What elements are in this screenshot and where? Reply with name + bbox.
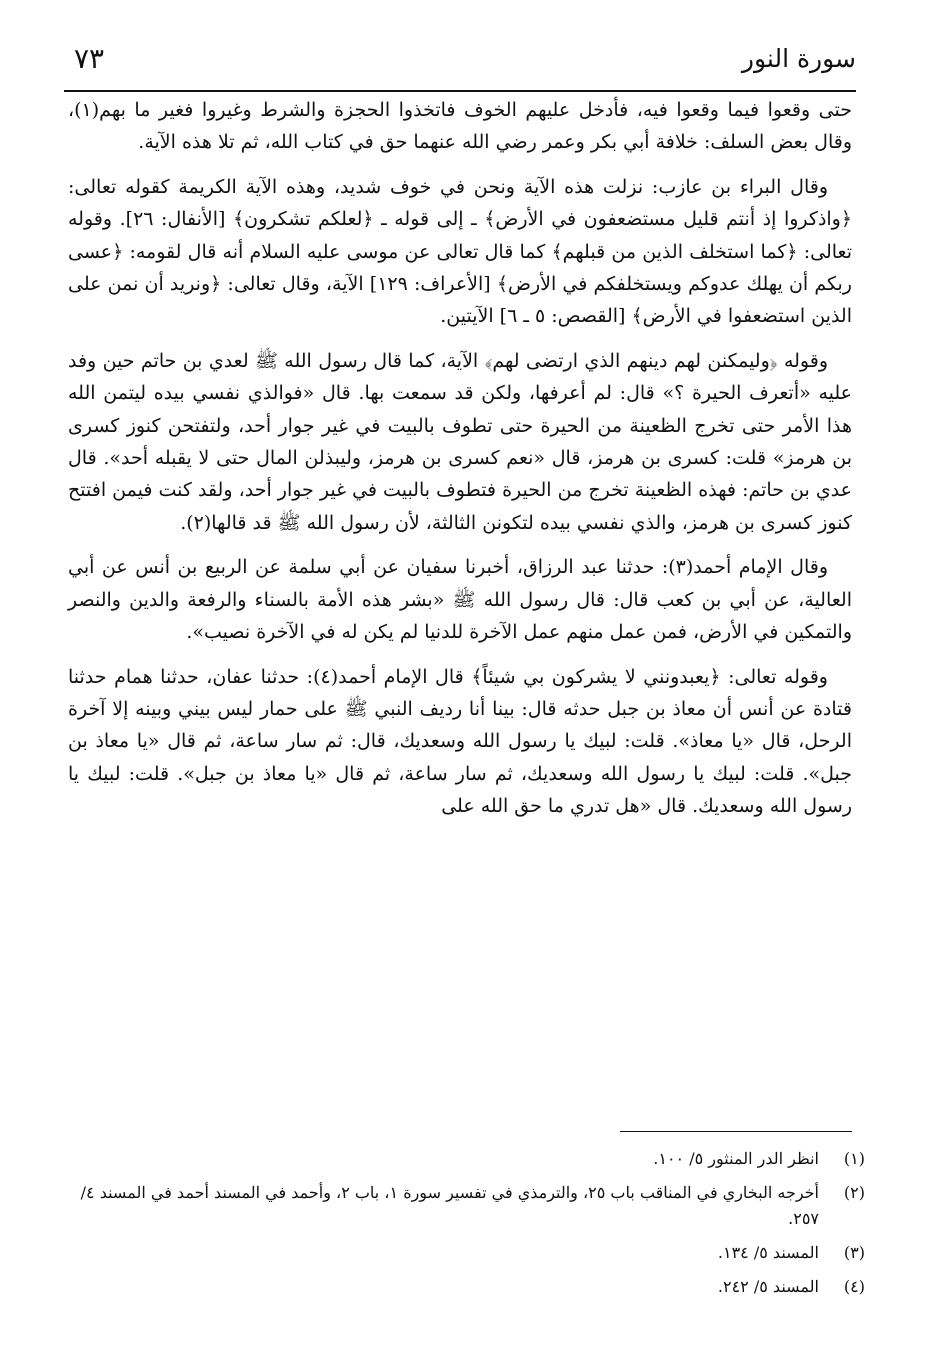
footnotes	[80, 1146, 865, 1308]
footnote	[80, 1180, 865, 1232]
paragraph: حتى وقعوا فيما وقعوا فيه، فأدخل عليهم الخوف فاتخذوا الحجزة والشرط وغيروا فغير ما بهم(١)، وقال بعض السلف: خلافة أبي بكر وعمر رضي الله عنهما حق في كتاب الله، ثم تلا هذه الآية.	[68, 99, 852, 154]
footnote-text: المسند ٥/ ٢٤٢.	[717, 1277, 819, 1296]
paragraph: وقال الإمام أحمد(٣): حدثنا عبد الرزاق، أخبرنا سفيان عن أبي سلمة عن الربيع بن أنس عن أبي العالية، عن أبي بن كعب قال: قال رسول الله ﷺ «بشر هذه الأمة بالسناء والرفعة والدين والنصر والتمكين في الأرض، فمن عمل منهم عمل الآخرة للدنيا لم يكن له في الآخرة نصيب».	[68, 556, 852, 644]
footnote-number: (٤)	[843, 1277, 865, 1296]
footnote-text: انظر الدر المنثور ٥/ ١٠٠.	[653, 1149, 819, 1168]
footnote-divider	[620, 1131, 852, 1132]
footnote-number: (١)	[843, 1149, 865, 1168]
paragraph: وقوله ﴿وليمكنن لهم دينهم الذي ارتضى لهم﴾ الآية، كما قال رسول الله ﷺ لعدي بن حاتم حين وفد عليه «أتعرف الحيرة ؟» قال: لم أعرفها، ولكن قد سمعت بها. قال «فوالذي نفسي بيده ليتمن الله هذا الأمر حتى تخرج الظعينة من الحيرة حتى تطوف بالبيت في غير جوار أحد، ولتفتحن كنوز كسرى بن هرمز» قلت: كسرى بن هرمز، قال «نعم كسرى بن هرمز، وليبذلن المال حتى لا يقبله أحد». قال عدي بن حاتم: فهذه الظعينة تخرج من الحيرة فتطوف بالبيت في غير جوار أحد، ولقد كنت فيمن افتتح كنوز كسرى بن هرمز، والذي نفسي بيده لتكونن الثالثة، لأن رسول الله ﷺ قد قالها(٢).	[68, 349, 852, 534]
main-text	[68, 94, 852, 835]
footnote-text: المسند ٥/ ١٣٤.	[717, 1243, 819, 1262]
page-header	[64, 40, 856, 92]
footnote-number: (٢)	[843, 1183, 865, 1202]
footnote-number: (٣)	[843, 1243, 865, 1262]
footnote-text: أخرجه البخاري في المناقب باب ٢٥، والترمذي في تفسير سورة ١، باب ٢، وأحمد في المسند أحمد في المسند ٤/ ٢٥٧.	[80, 1183, 819, 1228]
paragraph: وقوله تعالى: ﴿يعبدونني لا يشركون بي شيئاً﴾ قال الإمام أحمد(٤): حدثنا عفان، حدثنا همام حدثنا قتادة عن أنس أن معاذ بن جبل حدثه قال: بينا أنا رديف النبي ﷺ على حمار ليس بيني وبينه إلا آخرة الرحل، قال «يا معاذ». قلت: لبيك يا رسول الله وسعديك، قال: ثم سار ساعة، ثم قال «يا معاذ بن جبل». قلت: لبيك يا رسول الله وسعديك، ثم سار ساعة، ثم قال «يا معاذ بن جبل». قلت: لبيك يا رسول الله وسعديك. قال «هل تدري ما حق الله على	[68, 665, 852, 818]
footnote	[80, 1274, 865, 1300]
footnote	[80, 1146, 865, 1172]
paragraph: وقال البراء بن عازب: نزلت هذه الآية ونحن في خوف شديد، وهذه الآية الكريمة كقوله تعالى: ﴿واذكروا إذ أنتم قليل مستضعفون في الأرض﴾ ـ إلى قوله ـ ﴿لعلكم تشكرون﴾ [الأنفال: ٢٦]. وقوله تعالى: ﴿كما استخلف الذين من قبلهم﴾ كما قال تعالى عن موسى عليه السلام أنه قال لقومه: ﴿عسى ربكم أن يهلك عدوكم ويستخلفكم في الأرض﴾ [الأعراف: ١٢٩] الآية، وقال تعالى: ﴿ونريد أن نمن على الذين استضعفوا في الأرض﴾ [القصص: ٥ ـ ٦] الآيتين.	[68, 175, 852, 328]
page-number: ٧٣	[74, 42, 105, 75]
footnote	[80, 1240, 865, 1266]
surah-title: سورة النور	[741, 44, 856, 73]
